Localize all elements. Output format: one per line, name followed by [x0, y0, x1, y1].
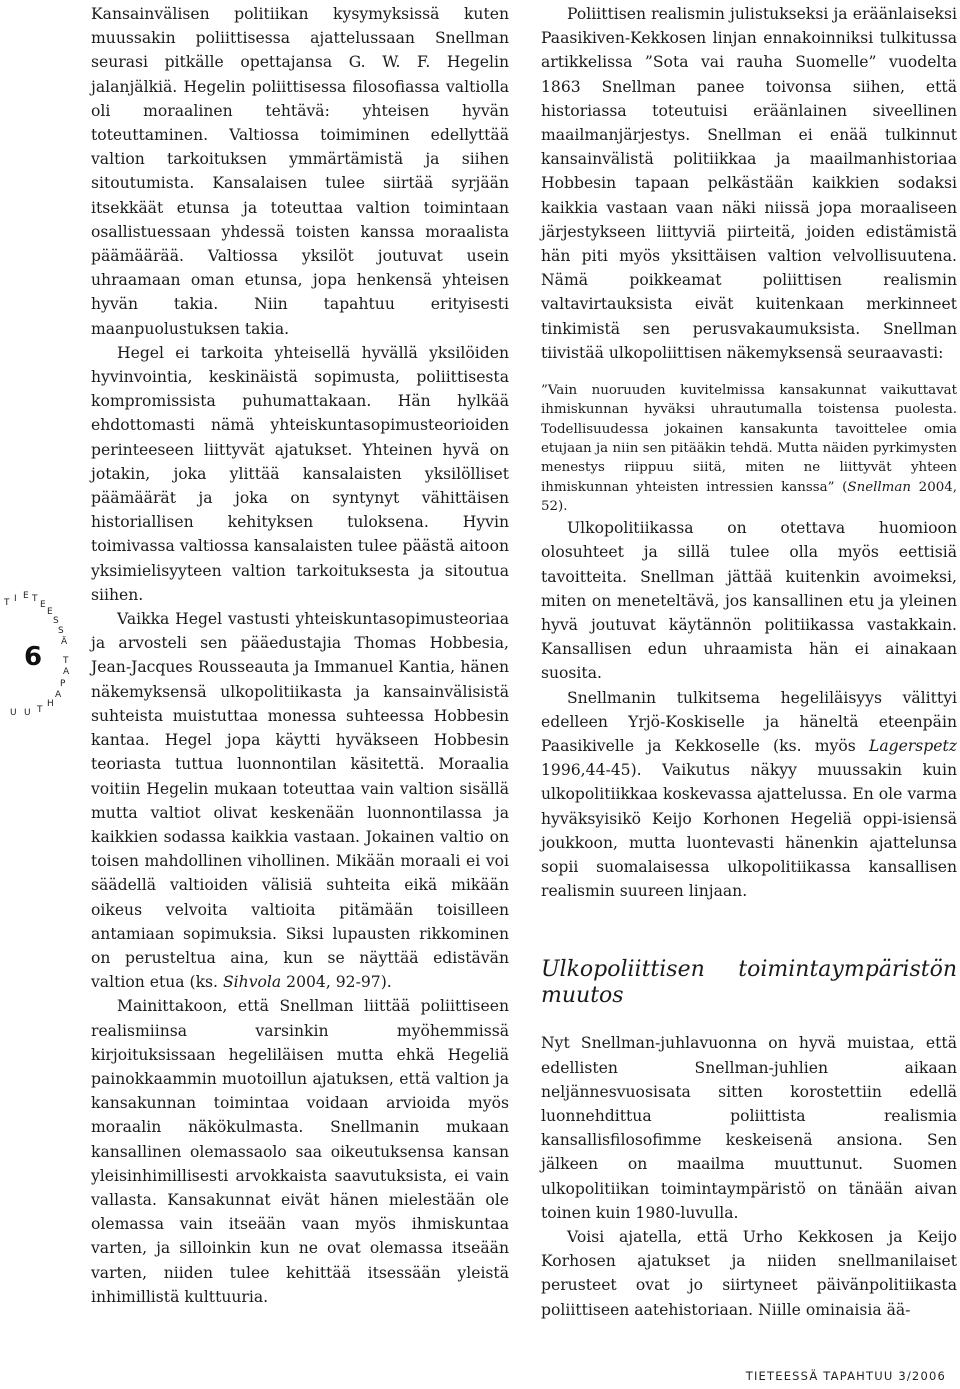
- paragraph: [91, 607, 509, 994]
- text-run: Vaikka Hegel vastusti yhteiskuntasopimusteoriaa ja arvosteli sen pääedustajia Thomas Hobbesia, Jean-Jacques Rousseauta ja Immanuel Kantia, hänen näkemyksensä ulkopolitiikasta ja kansainvälisistä suhteista muistuttaa monessa suhteessa Hobbesin kantaa. Hegel jopa käytti hyväkseen Hobbesin teoriasta tuttua luonnontilan käsitettä. Moraalia voitiin Hegelin mukaan toteuttaa vain valtion sisällä mutta valtiot olivat keskenään luonnontilassa ja kaikkien sodassa kaikkia vastaan. Jokainen valtio on toisen mahdollinen vihollinen. Mikään moraali ei voi säädellä valtioiden välisiä suhteita eikä mikään oikeus velvoita valtioita pitämään toisilleen antamiaan sopimuksia. Siksi lupausten rikkominen on perusteltua aina, kun se näyttää edistävän valtion etua (ks.: [91, 610, 509, 992]
- running-title-letter: S: [53, 616, 59, 626]
- text-run: 1996,44-45). Vaikutus näkyy muussakin kuin ulkopolitiikkaa koskevassa ajattelussa. En ole varma hyväksyisikö Keijo Korhonen Hegeliä oppi-isiensä joukkoon, mutta luontevasti hänenkin ajattelunsa sopii suomalaisessa ulkopolitiikassa kansallisen realismin suureen linjaan.: [541, 761, 957, 901]
- margin-running-title: [0, 560, 90, 760]
- running-title-letter: Ä: [61, 637, 68, 647]
- paragraph: [541, 686, 957, 904]
- left-column: [91, 2, 509, 1309]
- quote-text: [541, 381, 957, 516]
- running-title-letter: A: [55, 690, 62, 700]
- citation-author: Snellman: [847, 479, 911, 495]
- paragraph: Voisi ajatella, että Urho Kekkosen ja Keijo Korhosen ajatukset ja niiden snellmanilaiset perusteet ovat jo siirtyneet päivänpolitiikasta poliittiseen aatehistoriaan. Niille ominaisia ää-: [541, 1228, 957, 1319]
- running-title-letter: E: [40, 600, 46, 610]
- running-title-letter: T: [63, 656, 69, 666]
- block-quote: [541, 381, 957, 516]
- paragraph: Poliittisen realismin julistukseksi ja eräänlaiseksi Paasikiven-Kekkosen linjan ennakoinniksi tulkitussa artikkelissa ”Sota vai rauha Suomelle” vuodelta 1863 Snellman panee toivonsa siihen, että historiassa toteutuisi eräänlainen siveellinen maailmanjärjestys. Snellman ei enää tulkinnut kansainvälistä politiikkaa ja maailmanhistoriaa Hobbesin tapaan pelkästään kaikkien sodaksi kaikkia vastaan vaan näki niissä jopa moraaliseen järjestykseen liittyviä piirteitä, joiden edistämistä hän piti myös yksittäisen valtion velvollisuutena. Nämä poikkeamat poliittisen realismin valtavirtauksista eivät kuitenkaan merkinneet tinkimistä sen perusvakaumuksista. Snellman tiivistää ulkopoliittisen näkemyksensä seuraavasti:: [541, 5, 957, 362]
- running-title-letter: T: [37, 705, 43, 715]
- running-title-letter: U: [10, 708, 17, 718]
- citation-author: Sihvola: [222, 973, 282, 992]
- running-footer: TIETEESSÄ TAPAHTUU 3/2006: [745, 1369, 946, 1383]
- running-title-letter: I: [14, 594, 17, 604]
- section-heading: Ulkopoliittisen toimintaympäristön muutos: [541, 957, 957, 1009]
- running-title-letter: A: [63, 667, 70, 677]
- text-run: Snellmanin tulkitsema hegeliläisyys välittyi edelleen Yrjö-Koskiselle ja häneltä eteenpäin Paasikivelle ja Kekkoselle (ks. myös: [541, 688, 957, 755]
- paragraph: Ulkopolitiikassa on otettava huomioon olosuhteet ja sillä tulee olla myös eettisiä tavoitteita. Snellman jättää kuitenkin avoimeksi, miten on meneteltävä, jos kansallinen etu ja yleinen hyvä joutuvat käytännön politiikassa vastakkain. Kansallisen edun uhraamista hän ei ainakaan suosita.: [541, 519, 957, 683]
- paragraph: Kansainvälisen politiikan kysymyksissä kuten muussakin poliittisessa ajattelussaan Snellman seurasi pitkälle opettajansa G. W. F. Hegelin jalanjälkiä. Hegelin poliittisessa filosofiassa valtiolla oli moraalinen tehtävä: yhteisen hyvän toteuttaminen. Valtiossa toimiminen edellyttää valtion tarkoituksen ymmärtämistä ja siihen sitoutumista. Kansalaisen tulee siirtää syrjään itsekkäät etunsa ja toteuttaa valtion toimintaan osallistuessaan yhdessä toisten kanssa moraalista päämäärää. Valtiossa yksilöt joutuvat usein uhraamaan oman etunsa, jopa henkensä yhteisen hyvän takia. Niin tapahtuu erityisesti maanpuolustuksen takia.: [91, 5, 509, 338]
- page-number: 6: [24, 642, 43, 672]
- running-title-letter: E: [23, 591, 29, 601]
- citation-author: Lagerspetz: [868, 736, 957, 755]
- running-title-letter: E: [47, 607, 53, 617]
- running-title-letter: T: [4, 598, 10, 608]
- text-run: 2004, 52).: [541, 479, 958, 514]
- running-title-letter: S: [58, 626, 64, 636]
- paragraph: Nyt Snellman-juhlavuonna on hyvä muistaa, että edellisten Snellman-juhlien aikaan neljännesvuosisata sitten korostettiin edellä luonnehdittua poliittista realismia kansallisfilosofimme keskeisenä ansiona. Sen jälkeen on maailma muuttunut. Suomen ulkopolitiikan toimintaympäristö on tänään aivan toinen kuin 1980-luvulla.: [541, 1034, 957, 1222]
- running-title-letter: T: [32, 594, 38, 604]
- running-title-letter: P: [60, 679, 66, 689]
- running-title-letter: U: [24, 708, 31, 718]
- right-column: [541, 2, 957, 1322]
- text-run: ”Vain nuoruuden kuvitelmissa kansakunnat vaikuttavat ihmiskunnan hyväksi uhrautumalla toistensa puolesta. Todellisuudessa jokainen kansakunta tavoittelee omia etujaan ja niin sen pitääkin tehdä. Mutta näiden pyrkimysten menestys riippuu siitä, miten ne liittyvät yhteen ihmiskunnan yhteisten intressien kanssa” (: [541, 383, 957, 495]
- paragraph: Hegel ei tarkoita yhteisellä hyvällä yksilöiden hyvinvointia, keskinäistä sopimusta, poliittisesta kompromissista puhumattakaan. Hän hylkää ehdottomasti nämä yhteiskuntasopimusteorioiden perinteeseen liittyvät ajatukset. Yhteinen hyvä on jotakin, joka ylittää kansalaisten yksilölliset päämäärät ja joka on syntynyt vähittäisen historiallisen kehityksen tuloksena. Hyvin toimivassa valtiossa kansalaisten tulee päästä aitoon yksimielisyyteen valtion tarkoituksesta ja sitoutua siihen.: [91, 343, 509, 604]
- running-title-letter: H: [47, 699, 54, 709]
- paragraph: Mainittakoon, että Snellman liittää poliittiseen realismiinsa varsinkin myöhemmissä kirjoituksissaan hegeliläisen mutta ehkä Hegeliä painokkaammin muotoillun ajatuksen, että valtion ja kansakunnan toimintaa voidaan arvioida myös moraalin näkökulmasta. Snellmanin mukaan kansallinen olemassaolo saa oikeutuksensa kansan yleisinhimillisesti arvokkaista saavutuksista, ei vain vallasta. Kansakunnat eivät hänen mielestään ole olemassa vain itseään vaan myös ihmiskuntaa varten, ja silloinkin kun ne ovat olemassa itseään varten, niiden tulee kehittää itsessään yleistä inhimillistä kulttuuria.: [91, 997, 509, 1306]
- text-run: 2004, 92-97).: [281, 973, 392, 992]
